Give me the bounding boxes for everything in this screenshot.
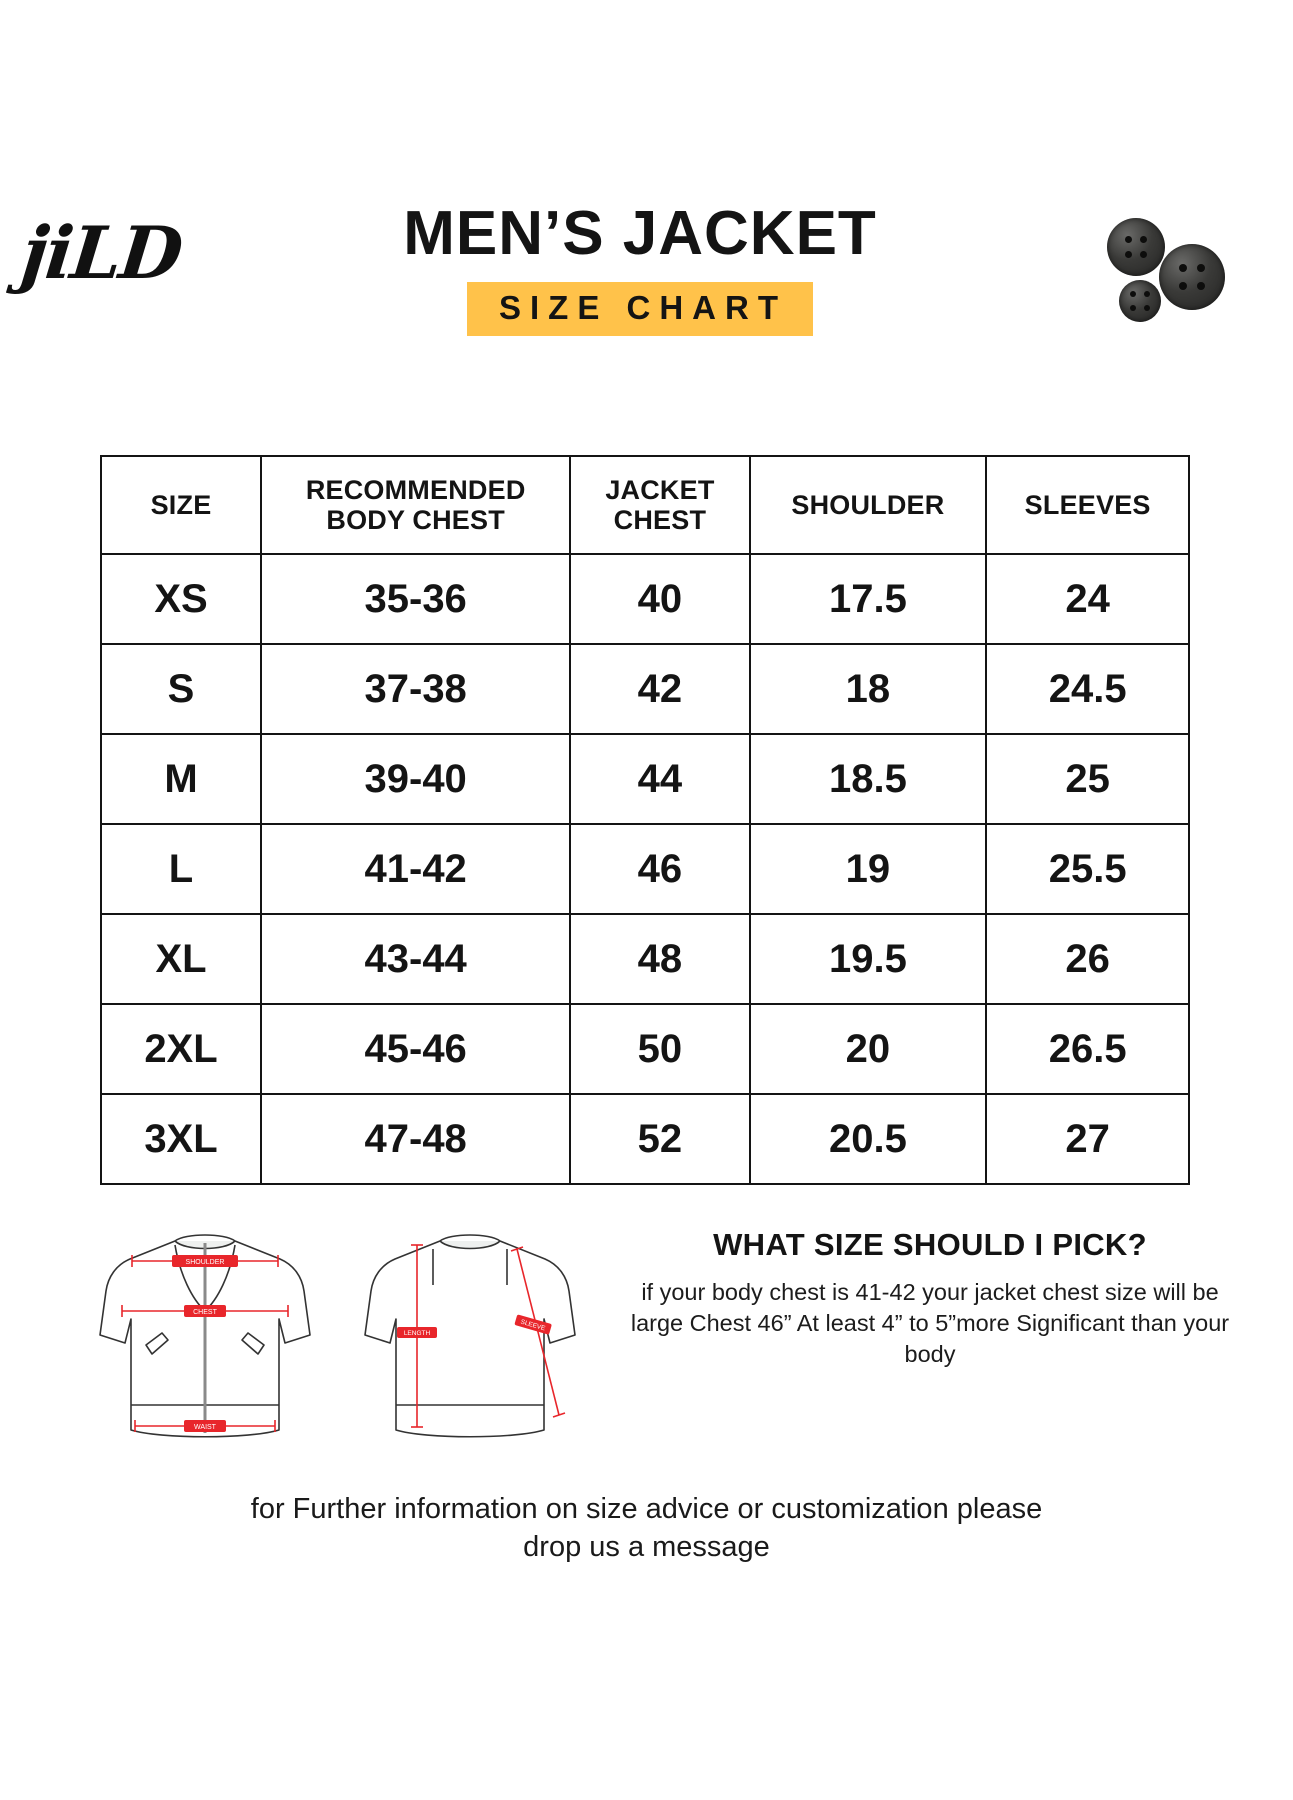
cell-sleeves: 25: [986, 734, 1189, 824]
bottom-section: [0, 1215, 1293, 1505]
col-header-body-chest: RECOMMENDED BODY CHEST: [261, 456, 570, 554]
table-row: [101, 914, 1189, 1004]
col-header-shoulder: SHOULDER: [750, 456, 987, 554]
cell-size: XL: [101, 914, 261, 1004]
cell-sleeves: 27: [986, 1094, 1189, 1184]
cell-size: 3XL: [101, 1094, 261, 1184]
table-row: [101, 824, 1189, 914]
button-medium-icon: [1107, 218, 1165, 276]
cell-shoulder: 18.5: [750, 734, 987, 824]
cell-body-chest: 43-44: [261, 914, 570, 1004]
size-chart-table: [100, 455, 1190, 1185]
table-head: [101, 456, 1189, 554]
cell-size: M: [101, 734, 261, 824]
size-table-wrap: [100, 455, 1190, 1185]
advice-block: [630, 1227, 1230, 1370]
advice-body: [630, 1277, 1230, 1370]
table-row: [101, 1094, 1189, 1184]
label-sleeve: SLEEVE: [519, 1318, 546, 1333]
cell-body-chest: 39-40: [261, 734, 570, 824]
button-large-icon: [1159, 244, 1225, 310]
subtitle-wrap: [240, 282, 1040, 336]
advice-title: WHAT SIZE SHOULD I PICK?: [713, 1227, 1147, 1262]
cell-jacket-chest: 40: [570, 554, 749, 644]
label-shoulder: SHOULDER: [185, 1259, 225, 1266]
cell-body-chest: 45-46: [261, 1004, 570, 1094]
table-row: [101, 1004, 1189, 1094]
cell-shoulder: 17.5: [750, 554, 987, 644]
buttons-icon: [1105, 214, 1235, 344]
col-header-jacket-chest: JACKET CHEST: [570, 456, 749, 554]
button-small-icon: [1119, 280, 1161, 322]
cell-jacket-chest: 44: [570, 734, 749, 824]
cell-shoulder: 19.5: [750, 914, 987, 1004]
table-row: [101, 734, 1189, 824]
cell-shoulder: 20.5: [750, 1094, 987, 1184]
jacket-back-diagram: [345, 1215, 595, 1465]
page-header: [0, 190, 1293, 390]
table-header-row: [101, 456, 1189, 554]
jacket-front-diagram: [80, 1215, 330, 1465]
cell-sleeves: 25.5: [986, 824, 1189, 914]
cell-shoulder: 20: [750, 1004, 987, 1094]
cell-jacket-chest: 42: [570, 644, 749, 734]
col-header-sleeves: SLEEVES: [986, 456, 1189, 554]
footer-line-1: for Further information on size advice or customization please: [250, 1493, 1043, 1525]
col-header-size: SIZE: [101, 456, 261, 554]
cell-body-chest: 41-42: [261, 824, 570, 914]
cell-sleeves: 24.5: [986, 644, 1189, 734]
table-body: [101, 554, 1189, 1184]
cell-sleeves: 26: [986, 914, 1189, 1004]
cell-sleeves: 26.5: [986, 1004, 1189, 1094]
advice-line-2: will be large Chest 46” At least 4” to 5”more: [630, 1279, 1219, 1337]
cell-body-chest: 35-36: [261, 554, 570, 644]
cell-jacket-chest: 52: [570, 1094, 749, 1184]
cell-jacket-chest: 50: [570, 1004, 749, 1094]
page-subtitle: SIZE CHART: [467, 282, 813, 336]
cell-body-chest: 37-38: [261, 644, 570, 734]
brand-logo: jiLD: [17, 210, 185, 295]
cell-jacket-chest: 46: [570, 824, 749, 914]
footer-line-2: drop us a message: [523, 1531, 770, 1564]
table-row: [101, 644, 1189, 734]
label-chest: CHEST: [193, 1309, 217, 1316]
advice-line-1: if your body chest is 41-42 your jacket chest size: [641, 1279, 1147, 1305]
table-row: [101, 554, 1189, 644]
cell-size: 2XL: [101, 1004, 261, 1094]
cell-jacket-chest: 48: [570, 914, 749, 1004]
label-length: LENGTH: [403, 1330, 431, 1337]
cell-shoulder: 18: [750, 644, 987, 734]
advice-line-3: Significant than your body: [904, 1310, 1230, 1368]
cell-size: XS: [101, 554, 261, 644]
cell-size: S: [101, 644, 261, 734]
cell-body-chest: 47-48: [261, 1094, 570, 1184]
title-block: [240, 200, 1040, 336]
cell-size: L: [101, 824, 261, 914]
cell-sleeves: 24: [986, 554, 1189, 644]
page-title: MEN’S JACKET: [403, 199, 877, 268]
label-waist: WAIST: [194, 1424, 216, 1431]
footer-note: [0, 1490, 1293, 1567]
cell-shoulder: 19: [750, 824, 987, 914]
